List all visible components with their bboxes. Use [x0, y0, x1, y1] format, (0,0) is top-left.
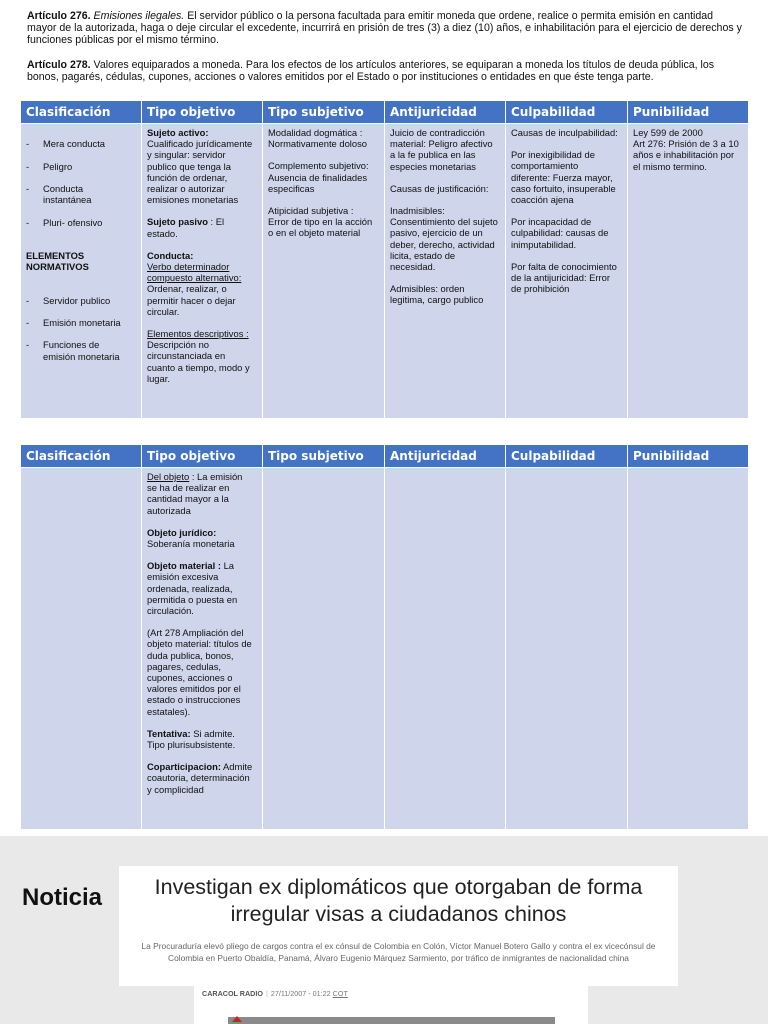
objeto-juridico-label: Objeto jurídico: [147, 526, 217, 538]
antijuricidad-paragraph: Juicio de contradicción material: Peligro afectivo a la fe publica en las especies monetarias [390, 127, 493, 172]
subjective-paragraph: Modalidad dogmática : Normativamente doloso [268, 127, 368, 150]
analysis-table-1 [20, 100, 749, 419]
cell-culpabilidad [506, 468, 628, 830]
subjective-paragraph: Atipicidad subjetiva : Error de tipo en la acción o en el objeto material [268, 205, 373, 239]
header-antijuricidad: Antijuricidad [385, 101, 506, 124]
cell-tipo-objetivo [142, 124, 263, 419]
coparticipacion [147, 761, 257, 795]
del-objeto-text: : La emisión se ha de realizar en cantidad mayor a la autorizada [147, 471, 243, 516]
article-276-text: El servidor público o la persona facultada para emitir moneda que ordene, realice o permita emisión en cantidad mayor de la autorizada, haga o deje circular el excedente, incurrirá en prisión de tres (3) a diez (10) años, e inhabilitación para el ejercicio de derechos y funciones públicas por el mismo término. [27, 10, 742, 47]
table-row [21, 468, 749, 830]
elementos-label: Elementos descriptivos : [147, 328, 249, 340]
tentativa [147, 728, 257, 750]
header-tipo-objetivo: Tipo objetivo [142, 101, 263, 124]
list-item: - Servidor publico [26, 295, 136, 306]
culpabilidad-paragraph: Por incapacidad de culpabilidad: causas de inimputabilidad. [511, 216, 609, 250]
objeto-material-text: La emisión excesiva ordenada, realizada, permitida o puesta en circulación. [147, 560, 238, 617]
news-source-panel [194, 986, 588, 1024]
subjective-paragraph: Complemento subjetivo: Ausencia de finalidades especificas [268, 160, 369, 194]
cell-punibilidad [628, 124, 749, 419]
objeto-juridico [147, 527, 257, 549]
elementos-text: Descripción no circunstanciada en cuanto a tiempo, modo y lugar. [147, 339, 250, 384]
classification-list [26, 127, 136, 239]
culpabilidad-paragraph: Por falta de conocimiento de la antijuricidad: Error de prohibición [511, 260, 617, 295]
cell-tipo-objetivo [142, 468, 263, 830]
news-headline: Investigan ex diplomáticos que otorgaban de forma irregular visas a ciudadanos chinos [154, 875, 643, 926]
conducta-label: Conducta: [147, 249, 194, 261]
article-278-number: Artículo 278. [27, 59, 91, 71]
coparticipacion-text: Admite coautoria, determinación y complicidad [147, 761, 253, 795]
byline-separator: | [265, 989, 268, 998]
header-antijuricidad: Antijuricidad [385, 445, 506, 468]
verbo-text: Ordenar, realizar, o permitir hacer o dejar circular. [147, 283, 236, 317]
del-objeto [147, 471, 257, 516]
cell-tipo-subjetivo [263, 124, 385, 419]
warning-triangle-icon [232, 1016, 242, 1022]
article-276-number: Artículo 276. [27, 10, 91, 22]
cell-antijuricidad [385, 124, 506, 419]
article-276 [27, 10, 742, 47]
cell-culpabilidad [506, 124, 628, 419]
news-clipping [119, 866, 678, 986]
sujeto-pasivo-label: Sujeto pasivo [147, 216, 208, 228]
cell-punibilidad [628, 468, 749, 830]
elementos-normativos-heading: ELEMENTOS NORMATIVOS [26, 250, 89, 273]
objeto-juridico-text: Soberanía monetaria [147, 538, 235, 550]
cell-antijuricidad [385, 468, 506, 830]
analysis-table-2 [20, 444, 749, 830]
header-clasificacion: Clasificación [21, 101, 142, 124]
table-row [21, 124, 749, 419]
source-name: CARACOL RADIO [202, 989, 263, 998]
article-278 [27, 59, 742, 83]
sujeto-activo [147, 127, 257, 205]
list-item: - Mera conducta [26, 138, 136, 149]
antijuricidad-paragraph: Inadmisibles: Consentimiento del sujeto pasivo, ejercicio de un deber, derecho, actividad licita, estado de necesidad. [390, 205, 498, 273]
cell-tipo-subjetivo [263, 468, 385, 830]
tentativa-label: Tentativa: [147, 727, 191, 739]
news-lede: La Procuraduría elevó pliego de cargos contra el ex cónsul de Colombia en Colón, Víctor Manuel Botero Gallo y contra el ex vicecónsul de Colombia en Puerto Obaldía, Panamá, Álvaro Eugenio Márquez Sarmiento, por tráfico de inmigrantes de nacionalidad china [141, 941, 656, 963]
tentativa-text: Si admite. Tipo plurisubsistente. [147, 727, 236, 751]
header-tipo-objetivo: Tipo objetivo [142, 445, 263, 468]
sujeto-activo-label: Sujeto activo: [147, 127, 209, 138]
del-objeto-label: Del objeto [147, 471, 190, 482]
antijuricidad-paragraph: Admisibles: orden legitima, cargo publico [390, 283, 484, 306]
normative-elements-list [26, 283, 136, 373]
list-item: - Emisión monetaria [26, 317, 136, 328]
antijuricidad-paragraph: Causas de justificación: [390, 182, 489, 194]
culpabilidad-paragraph: Por inexigibilidad de comportamiento diferente: Fuerza mayor, caso fortuito, insuperable coacción ajena [511, 149, 616, 206]
header-culpabilidad: Culpabilidad [506, 445, 628, 468]
header-punibilidad: Punibilidad [628, 101, 749, 124]
header-tipo-subjetivo: Tipo subjetivo [263, 101, 385, 124]
header-clasificacion: Clasificación [21, 445, 142, 468]
header-punibilidad: Punibilidad [628, 445, 749, 468]
sujeto-pasivo [147, 216, 257, 238]
news-timezone: COT [332, 989, 348, 998]
punibilidad-paragraph: Ley 599 de 2000 Art 276: Prisión de 3 a 10 años e inhabilitación por el mismo termino. [633, 127, 739, 172]
list-item: - Conducta instantánea [26, 183, 136, 205]
table-header-row [21, 445, 749, 468]
article-278-text: Valores equiparados a moneda. Para los efectos de los artículos anteriores, se equiparan a moneda los títulos de deuda pública, los bonos, pagarés, cédulas, cupones, acciones o valores emitidos por el Estado o por instituciones o entidades en que éste tenga parte. [27, 59, 715, 84]
conducta [147, 250, 257, 317]
verbo-label: Verbo determinador compuesto alternativo: [147, 261, 242, 284]
sujeto-pasivo-text: : El estado. [147, 216, 225, 239]
news-media-strip [228, 1017, 555, 1024]
cell-clasificacion [21, 124, 142, 419]
ampliacion-objeto: (Art 278 Ampliación del objeto material: títulos de duda publica, bonos, pagares, cedulas, cupones, acciones o valores emitidos por el estado o instrucciones estatales). [147, 627, 252, 717]
noticia-heading: Noticia [22, 884, 103, 911]
list-item: - Funciones de emisión monetaria [26, 339, 136, 361]
objeto-material [147, 560, 257, 616]
article-276-name: Emisiones ilegales. [93, 10, 185, 22]
cell-clasificacion [21, 468, 142, 830]
sujeto-activo-text: Cualificado jurídicamente y singular: servidor publico que tenga la función de ordenar, realizar o autorizar emisiones monetarias [147, 138, 253, 206]
coparticipacion-label: Coparticipacion: [147, 761, 221, 773]
header-tipo-subjetivo: Tipo subjetivo [263, 445, 385, 468]
table-header-row [21, 101, 749, 124]
list-item: - Peligro [26, 161, 136, 172]
elementos-descriptivos [147, 328, 257, 384]
culpabilidad-paragraph: Causas de inculpabilidad: [511, 127, 618, 138]
news-byline [202, 989, 348, 998]
header-culpabilidad: Culpabilidad [506, 101, 628, 124]
objeto-material-label: Objeto material : [147, 560, 221, 572]
news-date: 27/11/2007 - 01:22 [270, 989, 331, 998]
list-item: - Pluri- ofensivo [26, 217, 136, 228]
